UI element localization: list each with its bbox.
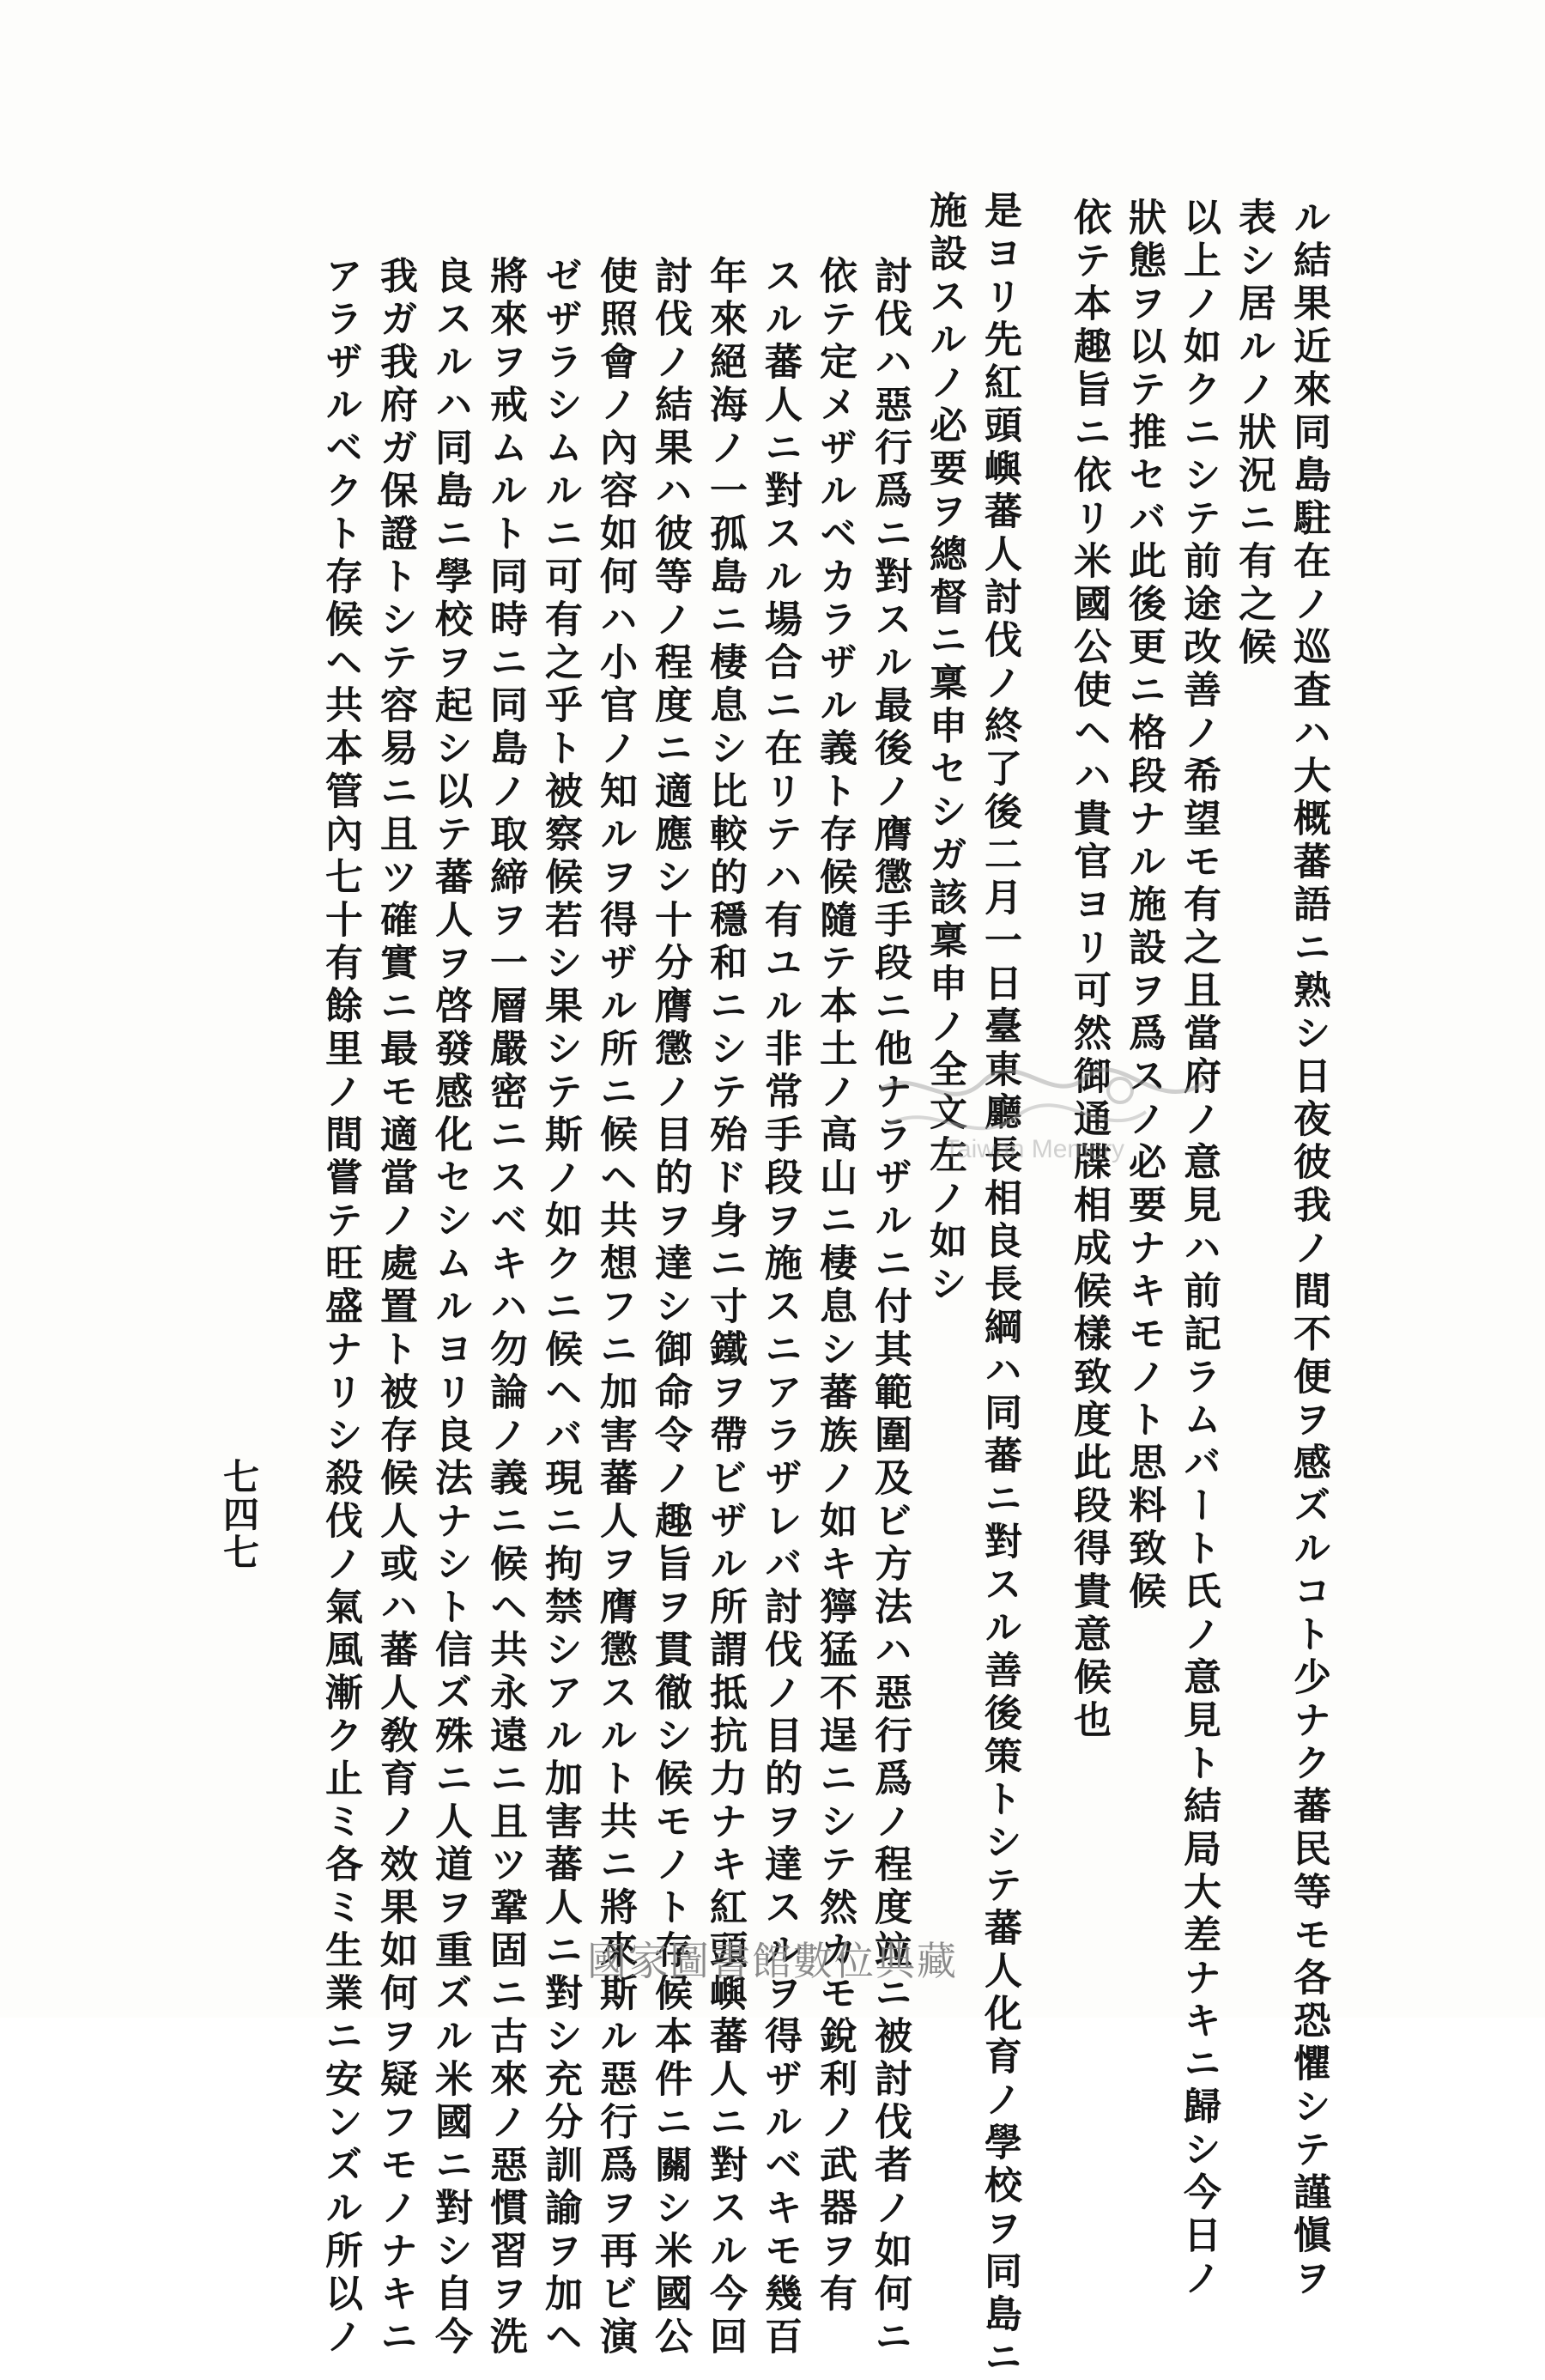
text-column-3: 以上ノ如クニシテ前途改善ノ希望モ有之且當府ノ意見ハ前記ラムバート氏ノ意見ト結局大差ナキニ歸シ今日ノ <box>1177 197 1221 2301</box>
text-column-14: ゼザラシムルニ可有之乎ト被察候若シ果シテ斯ノ如クニ候ヘバ現ニ拘禁シアル加害蕃人ニ對シ充分訓諭ヲ加ヘ <box>538 256 582 2359</box>
text-column-12: 討伐ノ結果ハ彼等ノ程度ニ適應シ十分膺懲ノ目的ヲ達シ御命令ノ趣旨ヲ貫徹シ候モノト存候本件ニ關シ米國公 <box>648 256 692 2359</box>
footer-credit: 國家圖書館數位典藏 <box>587 1938 958 1984</box>
text-column-7: 施設スルノ必要ヲ總督ニ稟申セシガ該稟申ノ全文左ノ如シ <box>923 191 966 1307</box>
text-column-11: 年來絕海ノ一孤島ニ棲息シ比較的穩和ニシテ殆ド身ニ寸鐵ヲ帶ビザル所謂抵抗力ナキ紅頭嶼蕃人ニ對スル今回 <box>703 256 747 2359</box>
taiwan-memory-watermark <box>863 1056 1223 1185</box>
text-column-6: 是ヨリ先紅頭嶼蕃人討伐ノ終了後二月一日臺東廳長相良長綱ハ同蕃ニ對スル善後策トシテ蕃人化育ノ學校ヲ同島ニ <box>978 191 1021 2380</box>
text-column-16: 良スルハ同島ニ學校ヲ起シ以テ蕃人ヲ啓發感化セシムルヨリ良法ナシト信ズ殊ニ人道ヲ重ズル米國ニ對シ自今 <box>428 256 472 2359</box>
text-column-9: 依テ定メザルベカラザル義ト存候隨テ本土ノ高山ニ棲息シ蕃族ノ如キ獰猛不逞ニシテ然カモ銳利ノ武器ヲ有 <box>813 256 857 2316</box>
watermark-logo-icon <box>863 1056 1223 1185</box>
text-column-8: 討伐ハ惡行爲ニ對スル最後ノ膺懲手段ニ他ナラザルニ付其範圍及ビ方法ハ惡行爲ノ程度竝ニ被討伐者ノ如何ニ <box>868 256 912 2359</box>
text-column-15: 將來ヲ戒ムルト同時ニ同島ノ取締ヲ一層嚴密ニスベキハ勿論ノ義ニ候ヘ共永遠ニ且ツ鞏固ニ古來ノ惡慣習ヲ洗 <box>483 256 527 2359</box>
watermark-text: Taiwan Memory <box>944 1135 1125 1163</box>
text-column-5: 依テ本趣旨ニ依リ米國公使ヘハ貴官ヨリ可然御通牒相成候樣致度此段得貴意候也 <box>1067 197 1111 1743</box>
text-column-13: 使照會ノ內容如何ハ小官ノ知ルヲ得ザル所ニ候ヘ共想フニ加害蕃人ヲ膺懲スルト共ニ將來斯ル惡行爲ヲ再ビ演 <box>593 256 637 2359</box>
text-column-18: アラザルベクト存候ヘ共本管內七十有餘里ノ間嘗テ旺盛ナリシ殺伐ノ氣風漸ク止ミ各ミ生業ニ安ンズル所以ノ <box>318 256 362 2359</box>
text-column-4: 狀態ヲ以テ推セバ此後更ニ格段ナル施設ヲ爲スノ必要ナキモノト思料致候 <box>1122 197 1166 1614</box>
text-column-17: 我ガ我府ガ保證トシテ容易ニ且ツ確實ニ最モ適當ノ處置ト被存候人或ハ蕃人敎育ノ效果如何ヲ疑フモノナキニ <box>373 256 417 2359</box>
text-column-10: スル蕃人ニ對スル場合ニ在リテハ有ユル非常手段ヲ施スニアラザレバ討伐ノ目的ヲ達スルヲ得ザルベキモ幾百 <box>758 256 802 2359</box>
page-number: 七四七 <box>218 1458 260 1571</box>
text-column-1: ル結果近來同島駐在ノ巡査ハ大概蕃語ニ熟シ日夜彼我ノ間不便ヲ感ズルコト少ナク蕃民等モ各恐懼シテ謹愼ヲ <box>1287 197 1330 2301</box>
text-column-2: 表シ居ルノ狀況ニ有之候 <box>1232 197 1275 670</box>
